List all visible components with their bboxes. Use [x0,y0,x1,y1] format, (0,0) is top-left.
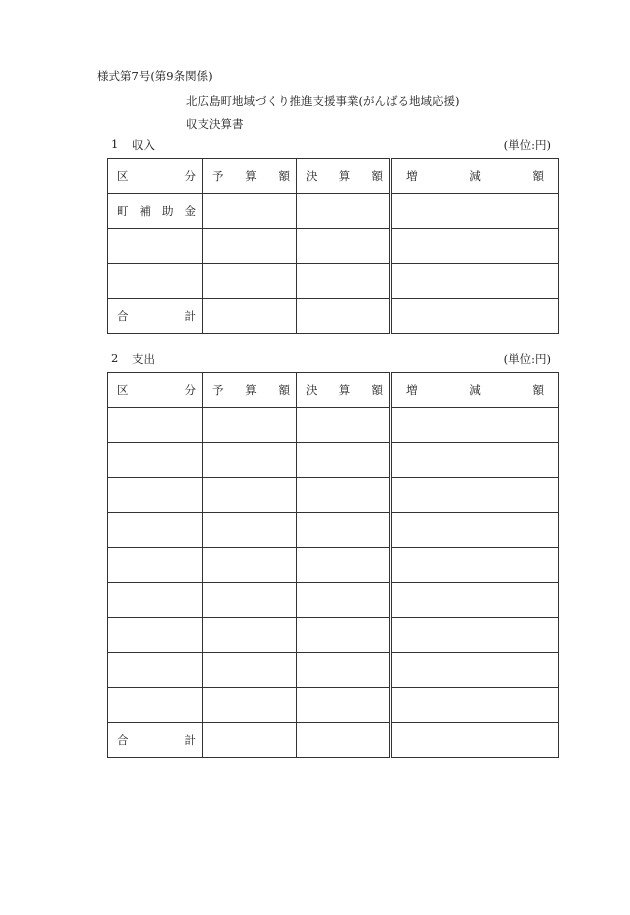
header-budget-text-char: 予 [212,169,224,183]
header-settlement-text-char: 額 [371,383,383,397]
table-cell[interactable] [297,618,391,653]
header-category-text [114,382,196,398]
table-cell [108,548,203,583]
header-settlement-text-char: 算 [338,169,351,183]
table-row [108,513,559,548]
table-cell[interactable] [297,688,391,723]
table-cell [108,653,203,688]
form-number: 様式第7号(第9条関係) [97,69,213,83]
table-cell [108,299,203,334]
table-header-row [108,159,559,194]
total-row [108,723,559,758]
table-cell [108,723,203,758]
header-settlement-text-char: 算 [338,383,351,397]
table-row [108,583,559,618]
table-cell[interactable] [297,513,391,548]
table-cell[interactable] [391,299,559,334]
total-row-label [114,308,196,324]
header-budget [203,159,297,194]
header-category [108,373,203,408]
header-difference-text-char: 減 [469,383,481,397]
header-budget-text [209,168,290,184]
table-cell[interactable] [391,653,559,688]
header-difference [391,373,559,408]
total-row-label [114,732,196,748]
header-settlement [297,373,391,408]
header-category-text-char: 分 [184,383,196,397]
table-row-label [114,203,196,219]
expense-unit-label: (単位:円) [503,352,551,366]
header-settlement-text [303,382,383,398]
header-difference-text-char: 額 [532,169,544,183]
table-cell[interactable] [297,443,391,478]
table-cell [108,264,203,299]
header-difference-text [398,382,552,398]
table-cell[interactable] [391,723,559,758]
table-row-label-char: 金 [184,204,196,218]
table-cell [108,513,203,548]
table-row [108,688,559,723]
table-cell[interactable] [203,583,297,618]
table-row [108,478,559,513]
header-budget-text-char: 予 [212,383,224,397]
table-row [108,548,559,583]
table-cell[interactable] [203,688,297,723]
table-cell[interactable] [297,583,391,618]
total-row [108,299,559,334]
table-cell[interactable] [391,264,559,299]
table-cell[interactable] [391,408,559,443]
table-cell [108,229,203,264]
header-category-text-char: 区 [117,169,129,183]
table-cell[interactable] [203,618,297,653]
header-difference [391,159,559,194]
header-budget-text-char: 額 [278,383,290,397]
table-cell[interactable] [203,408,297,443]
header-difference-text [398,168,552,184]
header-settlement-text [303,168,383,184]
table-cell[interactable] [297,299,391,334]
table-row-label-char: 町 [117,204,129,218]
income-section-label: 収入 [132,138,155,152]
table-cell [108,408,203,443]
document-title: 北広島町地域づくり推進支援事業(がんばる地域応援) [186,94,460,108]
income-section-number: 1 [111,137,119,151]
table-row [108,618,559,653]
table-cell[interactable] [203,264,297,299]
table-cell [108,688,203,723]
header-settlement [297,159,391,194]
table-cell[interactable] [297,194,391,229]
table-row [108,653,559,688]
table-row [108,264,559,299]
header-budget-text [209,382,290,398]
header-category-text-char: 分 [184,169,196,183]
header-difference-text-char: 増 [406,383,418,397]
table-cell[interactable] [391,688,559,723]
expense-table [107,372,559,758]
table-cell [108,478,203,513]
header-budget-text-char: 算 [245,383,257,397]
table-cell[interactable] [203,653,297,688]
table-cell [108,618,203,653]
table-cell[interactable] [391,443,559,478]
document-subtitle: 収支決算書 [186,117,244,131]
table-cell[interactable] [203,299,297,334]
table-cell[interactable] [391,583,559,618]
table-cell[interactable] [203,548,297,583]
table-cell[interactable] [297,653,391,688]
header-category-text-char: 区 [117,383,129,397]
income-unit-label: (単位:円) [503,138,551,152]
header-budget-text-char: 算 [245,169,257,183]
table-row [108,408,559,443]
total-row-label-char: 計 [184,309,196,323]
table-cell[interactable] [203,478,297,513]
expense-section-label: 支出 [132,352,155,366]
table-cell[interactable] [391,513,559,548]
total-row-label-char: 合 [117,733,129,747]
table-cell[interactable] [391,618,559,653]
table-cell[interactable] [203,723,297,758]
table-cell [108,583,203,618]
table-cell[interactable] [203,513,297,548]
table-cell [108,443,203,478]
header-settlement-text-char: 額 [371,169,383,183]
table-cell[interactable] [391,229,559,264]
table-cell[interactable] [297,723,391,758]
expense-section-number: 2 [111,351,119,365]
header-category-text [114,168,196,184]
total-row-label-char: 合 [117,309,129,323]
table-cell[interactable] [203,194,297,229]
table-cell[interactable] [297,229,391,264]
table-cell[interactable] [297,408,391,443]
table-cell[interactable] [203,229,297,264]
table-cell[interactable] [203,443,297,478]
table-row [108,194,559,229]
header-difference-text-char: 減 [469,169,481,183]
table-header-row [108,373,559,408]
table-cell [108,194,203,229]
table-cell[interactable] [297,478,391,513]
table-row [108,443,559,478]
table-cell[interactable] [297,548,391,583]
header-difference-text-char: 増 [406,169,418,183]
table-cell[interactable] [391,478,559,513]
table-row [108,229,559,264]
header-budget-text-char: 額 [278,169,290,183]
header-difference-text-char: 額 [532,383,544,397]
table-cell[interactable] [391,548,559,583]
table-row-label-char: 助 [162,204,174,218]
header-budget [203,373,297,408]
header-settlement-text-char: 決 [306,169,318,183]
header-settlement-text-char: 決 [306,383,318,397]
table-cell[interactable] [391,194,559,229]
header-category [108,159,203,194]
table-row-label-char: 補 [139,204,151,218]
income-table [107,158,559,334]
total-row-label-char: 計 [184,733,196,747]
table-cell[interactable] [297,264,391,299]
